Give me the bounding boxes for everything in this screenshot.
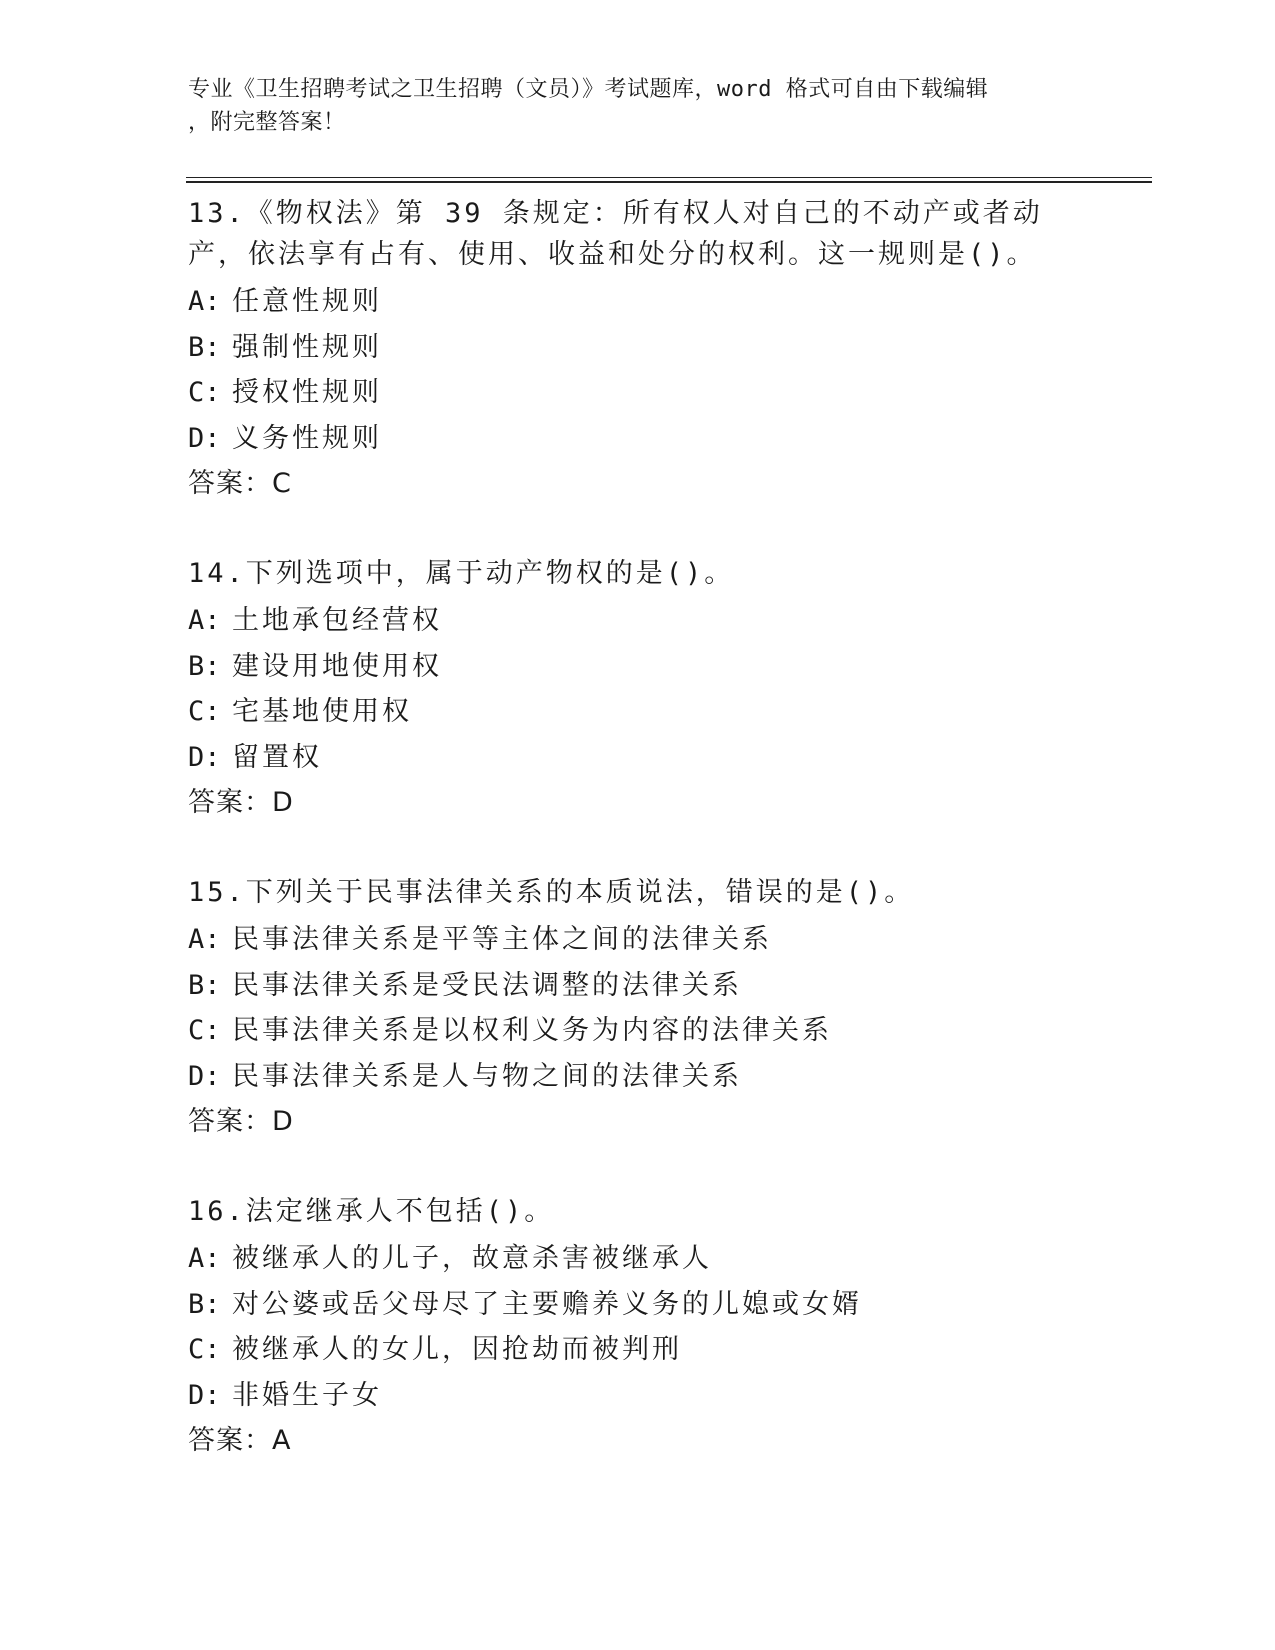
header-line-1: 专业《卫生招聘考试之卫生招聘（文员）》考试题库，word 格式可自由下载编辑	[188, 77, 989, 102]
option-letter: A:	[188, 286, 221, 317]
option-c	[188, 1008, 1088, 1054]
document-header	[188, 73, 1068, 139]
option-text: 宅基地使用权	[232, 696, 412, 727]
option-a	[188, 1236, 1088, 1282]
question-stem: 16.法定继承人不包括()。	[188, 1196, 555, 1227]
option-text: 对公婆或岳父母尽了主要赡养义务的儿媳或女婿	[232, 1288, 862, 1320]
option-text: 强制性规则	[232, 331, 382, 363]
option-letter: D:	[188, 1060, 221, 1092]
option-letter: A:	[188, 1243, 221, 1274]
option-text: 留置权	[232, 741, 322, 773]
option-text: 民事法律关系是以权利义务为内容的法律关系	[232, 1015, 832, 1046]
option-text: 民事法律关系是受民法调整的法律关系	[232, 969, 742, 1001]
option-c	[188, 370, 1088, 416]
option-text: 建设用地使用权	[232, 650, 442, 682]
option-b	[188, 1282, 1088, 1328]
option-a	[188, 598, 1088, 644]
question-16	[188, 1191, 1088, 1464]
option-letter: D:	[188, 741, 221, 773]
question-list	[188, 193, 1088, 1510]
option-a	[188, 279, 1088, 325]
option-letter: D:	[188, 1379, 221, 1411]
option-text: 授权性规则	[232, 377, 382, 408]
option-text: 义务性规则	[232, 422, 382, 454]
answer-line: 答案：D	[188, 787, 294, 818]
option-letter: B:	[188, 331, 221, 363]
option-text: 民事法律关系是人与物之间的法律关系	[232, 1060, 742, 1092]
answer-line: 答案：C	[188, 468, 292, 499]
option-letter: D:	[188, 422, 221, 454]
option-b	[188, 325, 1088, 371]
option-text: 被继承人的儿子，故意杀害被继承人	[232, 1243, 712, 1274]
question-14	[188, 553, 1088, 826]
option-text: 被继承人的女儿，因抢劫而被判刑	[232, 1334, 682, 1365]
question-stem: 14.下列选项中，属于动产物权的是()。	[188, 558, 735, 589]
option-letter: C:	[188, 1334, 221, 1365]
option-letter: B:	[188, 1288, 221, 1320]
option-d	[188, 1054, 1088, 1100]
question-15	[188, 872, 1088, 1145]
question-stem: 15.下列关于民事法律关系的本质说法，错误的是()。	[188, 877, 915, 908]
option-text: 土地承包经营权	[232, 605, 442, 636]
option-text: 任意性规则	[232, 286, 382, 317]
option-letter: C:	[188, 377, 221, 408]
option-c	[188, 1327, 1088, 1373]
question-13	[188, 193, 1088, 507]
option-letter: B:	[188, 650, 221, 682]
option-a	[188, 917, 1088, 963]
option-c	[188, 689, 1088, 735]
option-text: 民事法律关系是平等主体之间的法律关系	[232, 924, 772, 955]
option-b	[188, 963, 1088, 1009]
header-divider-thin	[186, 177, 1152, 178]
option-text: 非婚生子女	[232, 1379, 382, 1411]
question-stem: 13.《物权法》第 39 条规定：所有权人对自己的不动产或者动产，依法享有占有、使用、收益和处分的权利。这一规则是()。	[188, 198, 1043, 270]
option-b	[188, 644, 1088, 690]
option-letter: A:	[188, 924, 221, 955]
option-d	[188, 735, 1088, 781]
option-letter: B:	[188, 969, 221, 1001]
answer-line: 答案：D	[188, 1106, 294, 1137]
option-d	[188, 416, 1088, 462]
option-letter: C:	[188, 1015, 221, 1046]
header-line-2: ，附完整答案！	[188, 110, 346, 135]
header-divider-thick	[186, 181, 1152, 183]
option-letter: A:	[188, 605, 221, 636]
option-letter: C:	[188, 696, 221, 727]
answer-line: 答案：A	[188, 1425, 292, 1456]
option-d	[188, 1373, 1088, 1419]
